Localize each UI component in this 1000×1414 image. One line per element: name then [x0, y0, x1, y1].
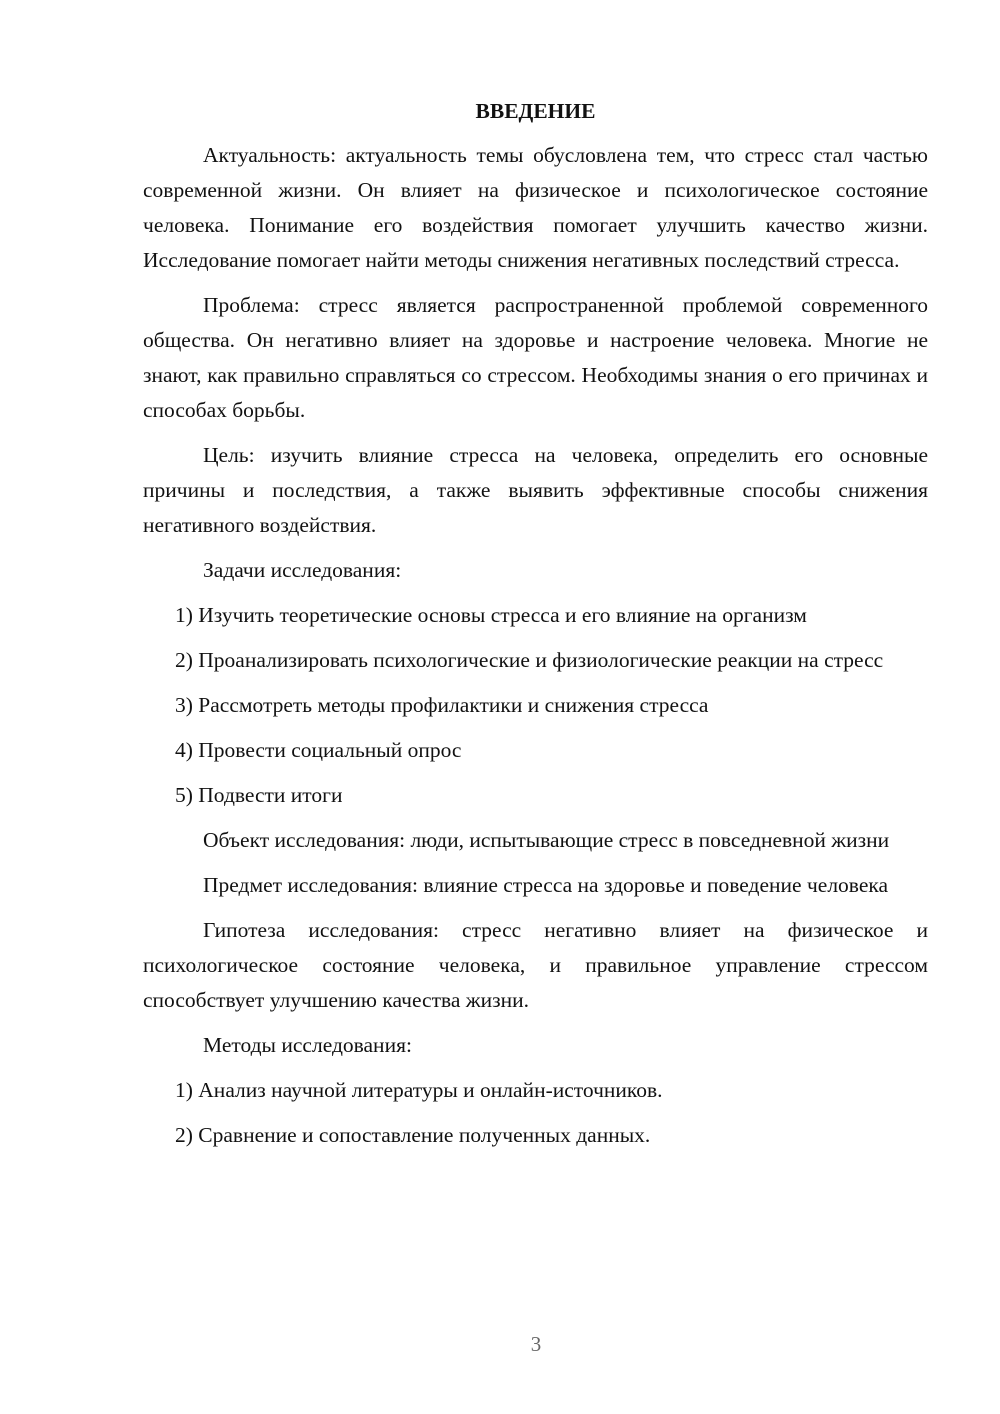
document-page	[143, 96, 928, 1163]
tasks-list	[143, 598, 928, 813]
task-item: 2) Проанализировать психологические и физиологические реакции на стресс	[175, 648, 884, 672]
problem-paragraph: Проблема: стресс является распространенной проблемой современного общества. Он негативно влияет на здоровье и настроение человека. Многие не знают, как правильно справляться со стрессом. Необходимы знания о его причинах и способах борьбы.	[143, 293, 928, 422]
method-item: 1) Анализ научной литературы и онлайн-источников.	[175, 1078, 663, 1102]
task-item: 5) Подвести итоги	[175, 783, 343, 807]
subject-paragraph: Предмет исследования: влияние стресса на здоровье и поведение человека	[203, 873, 889, 897]
task-item: 1) Изучить теоретические основы стресса и его влияние на организм	[175, 603, 807, 627]
task-item: 3) Рассмотреть методы профилактики и снижения стресса	[175, 693, 709, 717]
methods-heading: Методы исследования:	[203, 1033, 412, 1057]
task-item: 4) Провести социальный опрос	[175, 738, 462, 762]
tasks-heading: Задачи исследования:	[203, 558, 402, 582]
hypothesis-paragraph: Гипотеза исследования: стресс негативно влияет на физическое и психологическое состояние человека, и правильное управление стрессом способствует улучшению качества жизни.	[143, 918, 928, 1012]
object-paragraph: Объект исследования: люди, испытывающие стресс в повседневной жизни	[203, 828, 890, 852]
page-title: ВВЕДЕНИЕ	[475, 99, 596, 123]
page-number: 3	[530, 1332, 542, 1356]
methods-list	[143, 1073, 928, 1153]
relevance-paragraph: Актуальность: актуальность темы обусловлена тем, что стресс стал частью современной жизни. Он влияет на физическое и психологическое состояние человека. Понимание его воздействия помогает улучшить качество жизни. Исследование помогает найти методы снижения негативных последствий стресса.	[143, 143, 928, 272]
method-item: 2) Сравнение и сопоставление полученных данных.	[175, 1123, 651, 1147]
goal-paragraph: Цель: изучить влияние стресса на человека, определить его основные причины и последствия, а также выявить эффективные способы снижения негативного воздействия.	[143, 443, 928, 537]
